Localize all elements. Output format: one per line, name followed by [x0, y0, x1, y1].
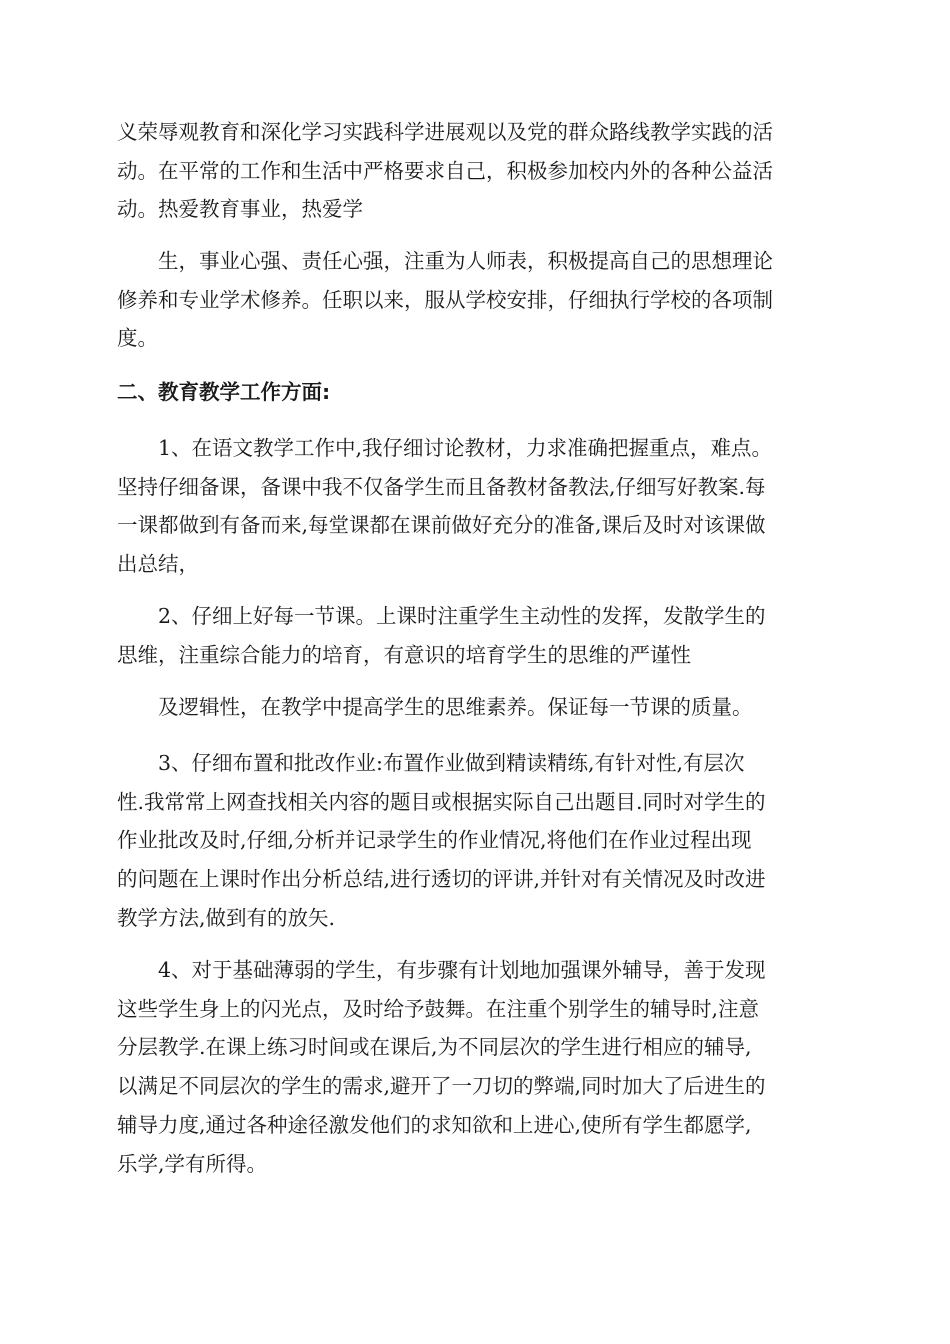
text-line: 教学方法,做到有的放矢.	[117, 905, 336, 930]
paragraph-item-2-continued	[117, 688, 833, 727]
paragraph-moral-education	[117, 113, 833, 229]
text-line: 乐学,学有所得。	[117, 1151, 268, 1176]
paragraph-item-4-tutoring	[117, 951, 833, 1183]
paragraph-item-2-classes	[117, 597, 833, 674]
text-line: 以满足不同层次的学生的需求,避开了一刀切的弊端,同时加大了后进生的	[117, 1074, 766, 1099]
text-line: 生，事业心强、责任心强，注重为人师表，积极提高自己的思想理论	[117, 249, 773, 273]
paragraph-item-3-homework	[117, 744, 833, 938]
section-heading-teaching	[117, 373, 833, 412]
text-line: 的问题在上课时作出分析总结,进行透切的评讲,并针对有关情况及时改进	[117, 867, 766, 892]
text-line: 性.我常常上网查找相关内容的题目或根据实际自己出题目.同时对学生的	[117, 789, 766, 814]
text-line: 1、在语文教学工作中,我仔细讨论教材，力求准确把握重点，难点。	[117, 436, 773, 460]
text-line: 动。热爱教育事业，热爱学	[117, 197, 363, 222]
text-line: 及逻辑性，在教学中提高学生的思维素养。保证每一节课的质量。	[117, 695, 753, 719]
text-line: 4、对于基础薄弱的学生，有步骤有计划地加强课外辅导，善于发现	[117, 958, 766, 982]
text-line: 3、仔细布置和批改作业:布置作业做到精读精练,有针对性,有层次	[117, 751, 745, 775]
text-line: 度。	[117, 326, 158, 351]
paragraph-professional-attitude	[117, 242, 833, 358]
text-line: 思维，注重综合能力的培育，有意识的培育学生的思维的严谨性	[117, 642, 691, 667]
text-line: 一课都做到有备而来,每堂课都在课前做好充分的准备,课后及时对该课做	[117, 513, 766, 538]
text-line: 义荣辱观教育和深化学习实践科学进展观以及党的群众路线教学实践的活	[117, 120, 773, 144]
text-line: 辅导力度,通过各种途径激发他们的求知欲和上进心,使所有学生都愿学,	[117, 1112, 752, 1137]
text-line: 这些学生身上的闪光点，及时给予鼓舞。在注重个别学生的辅导时,注意	[117, 996, 760, 1021]
text-line: 作业批改及时,仔细,分析并记录学生的作业情况,将他们在作业过程出现	[117, 828, 752, 853]
text-line: 2、仔细上好每一节课。上课时注重学生主动性的发挥，发散学生的	[117, 604, 766, 628]
section-title: 二、教育教学工作方面:	[117, 380, 331, 404]
text-line: 坚持仔细备课，备课中我不仅备学生而且备教材备教法,仔细写好教案.每	[117, 474, 766, 499]
text-line: 出总结，	[117, 552, 199, 577]
text-line: 修养和专业学术修养。任职以来，服从学校安排，仔细执行学校的各项制	[117, 287, 773, 312]
text-line: 分层教学.在课上练习时间或在课后,为不同层次的学生进行相应的辅导,	[117, 1035, 752, 1060]
text-line: 动。在平常的工作和生活中严格要求自己，积极参加校内外的各种公益活	[117, 158, 773, 183]
paragraph-item-1-lesson-prep	[117, 429, 833, 584]
